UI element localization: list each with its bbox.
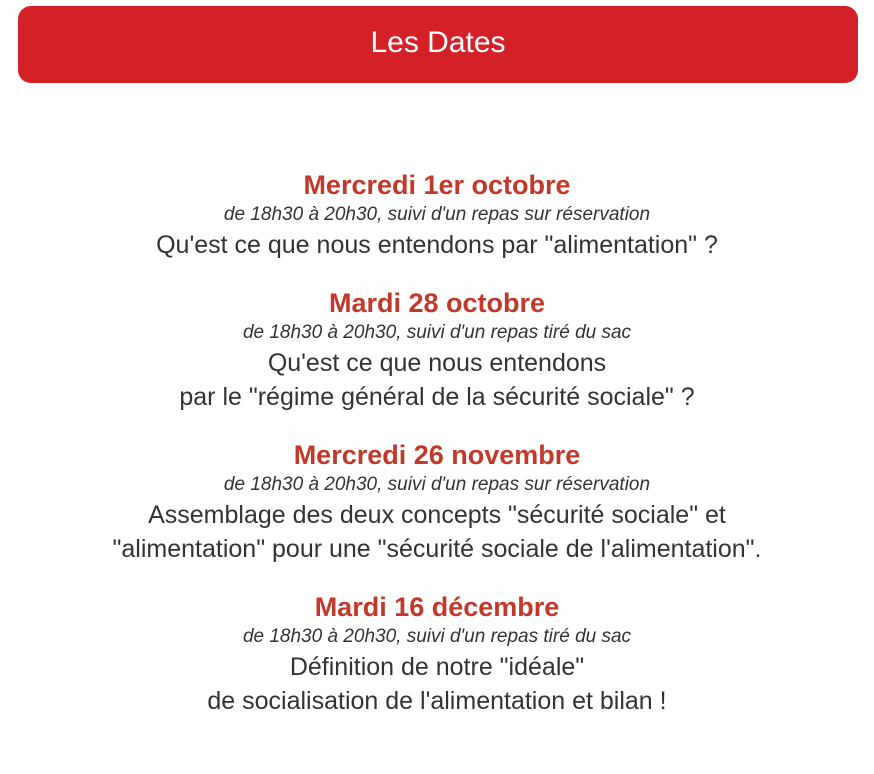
event-topic-line: Qu'est ce que nous entendons (267, 349, 607, 377)
event-time: de 18h30 à 20h30, suivi d'un repas sur réservation (223, 204, 651, 225)
event-item-1 (0, 168, 874, 262)
event-time: de 18h30 à 20h30, suivi d'un repas sur réservation (223, 474, 651, 495)
event-time: de 18h30 à 20h30, suivi d'un repas tiré du sac (242, 626, 632, 647)
event-item-3 (0, 438, 874, 566)
event-topic-line: Définition de notre "idéale" (289, 653, 585, 681)
event-topic-line: Assemblage des deux concepts "sécurité sociale" et (148, 501, 726, 529)
page-title: Les Dates (370, 25, 506, 59)
event-date: Mercredi 1er octobre (303, 170, 571, 200)
dates-header-banner (18, 6, 858, 83)
event-topic-line: Qu'est ce que nous entendons par "alimentation" ? (156, 231, 718, 259)
event-time: de 18h30 à 20h30, suivi d'un repas tiré du sac (242, 322, 632, 343)
event-topic-line: "alimentation" pour une "sécurité sociale de l'alimentation". (112, 535, 762, 563)
event-list (0, 168, 874, 718)
event-date: Mercredi 26 novembre (293, 440, 581, 470)
event-item-2 (0, 286, 874, 414)
event-topic-line: par le "régime général de la sécurité sociale" ? (179, 383, 695, 411)
event-topic-line: de socialisation de l'alimentation et bilan ! (207, 687, 667, 715)
event-item-4 (0, 590, 874, 718)
event-date: Mardi 28 octobre (328, 288, 546, 318)
event-date: Mardi 16 décembre (314, 592, 560, 622)
